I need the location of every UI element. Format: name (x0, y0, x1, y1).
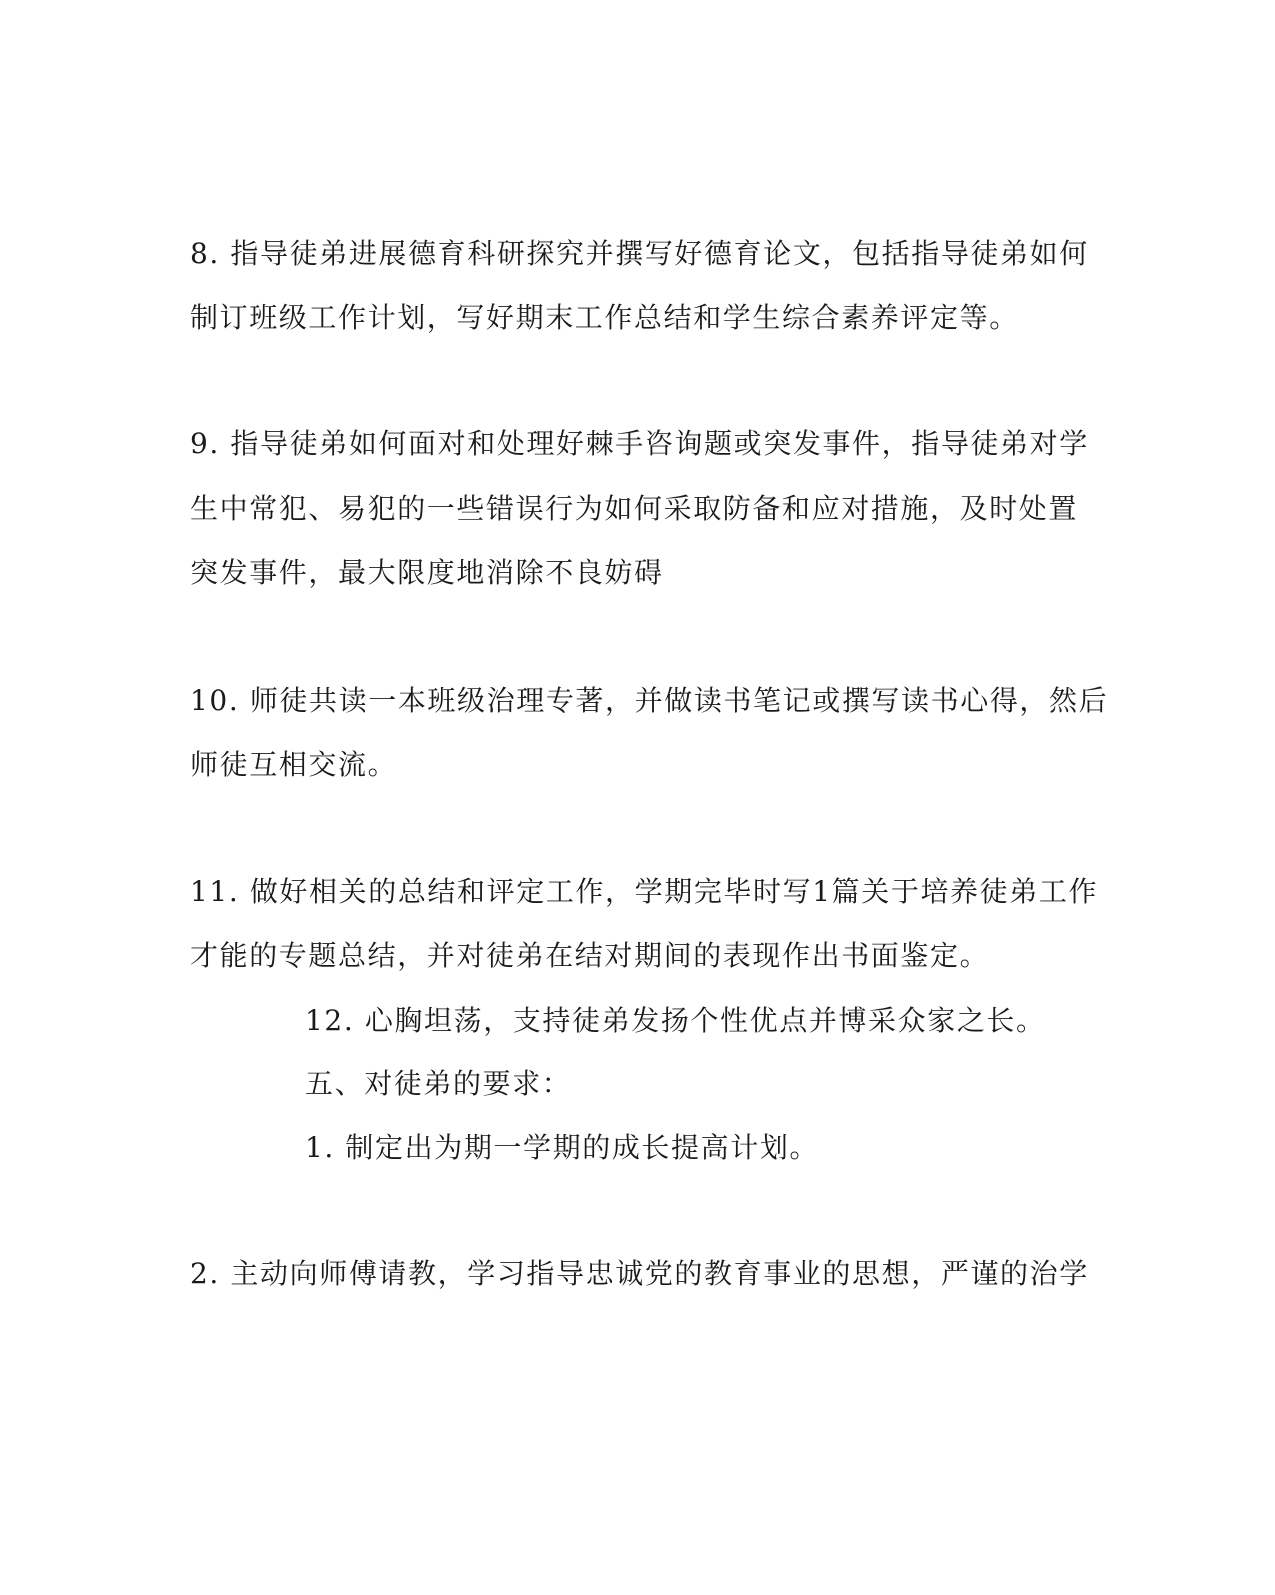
requirement-2-line-1: 2. 主动向师傅请教，学习指导忠诚党的教育事业的思想，严谨的治学 (190, 1257, 1089, 1290)
item-9-line-2: 生中常犯、易犯的一些错误行为如何采取防备和应对措施，及时处置 (190, 492, 1079, 525)
item-9-line-3: 突发事件，最大限度地消除不良妨碍 (190, 556, 664, 589)
item-8-line-2: 制订班级工作计划，写好期末工作总结和学生综合素养评定等。 (190, 301, 1019, 334)
item-11-line-2: 才能的专题总结，并对徒弟在结对期间的表现作出书面鉴定。 (190, 939, 990, 972)
item-10-line-2: 师徒互相交流。 (190, 748, 398, 781)
item-11-line-1: 11. 做好相关的总结和评定工作，学期完毕时写1篇关于培养徒弟工作 (190, 875, 1099, 908)
requirement-1: 1. 制定出为期一学期的成长提高计划。 (305, 1131, 820, 1164)
item-10-line-1: 10. 师徒共读一本班级治理专著，并做读书笔记或撰写读书心得，然后 (190, 684, 1109, 717)
item-9-line-1: 9. 指导徒弟如何面对和处理好棘手咨询题或突发事件，指导徒弟对学 (190, 427, 1089, 460)
section-heading-5: 五、对徒弟的要求： (305, 1067, 572, 1100)
item-12: 12. 心胸坦荡，支持徒弟发扬个性优点并博采众家之长。 (305, 1004, 1046, 1037)
item-8-line-1: 8. 指导徒弟进展德育科研探究并撰写好德育论文，包括指导徒弟如何 (190, 237, 1089, 270)
